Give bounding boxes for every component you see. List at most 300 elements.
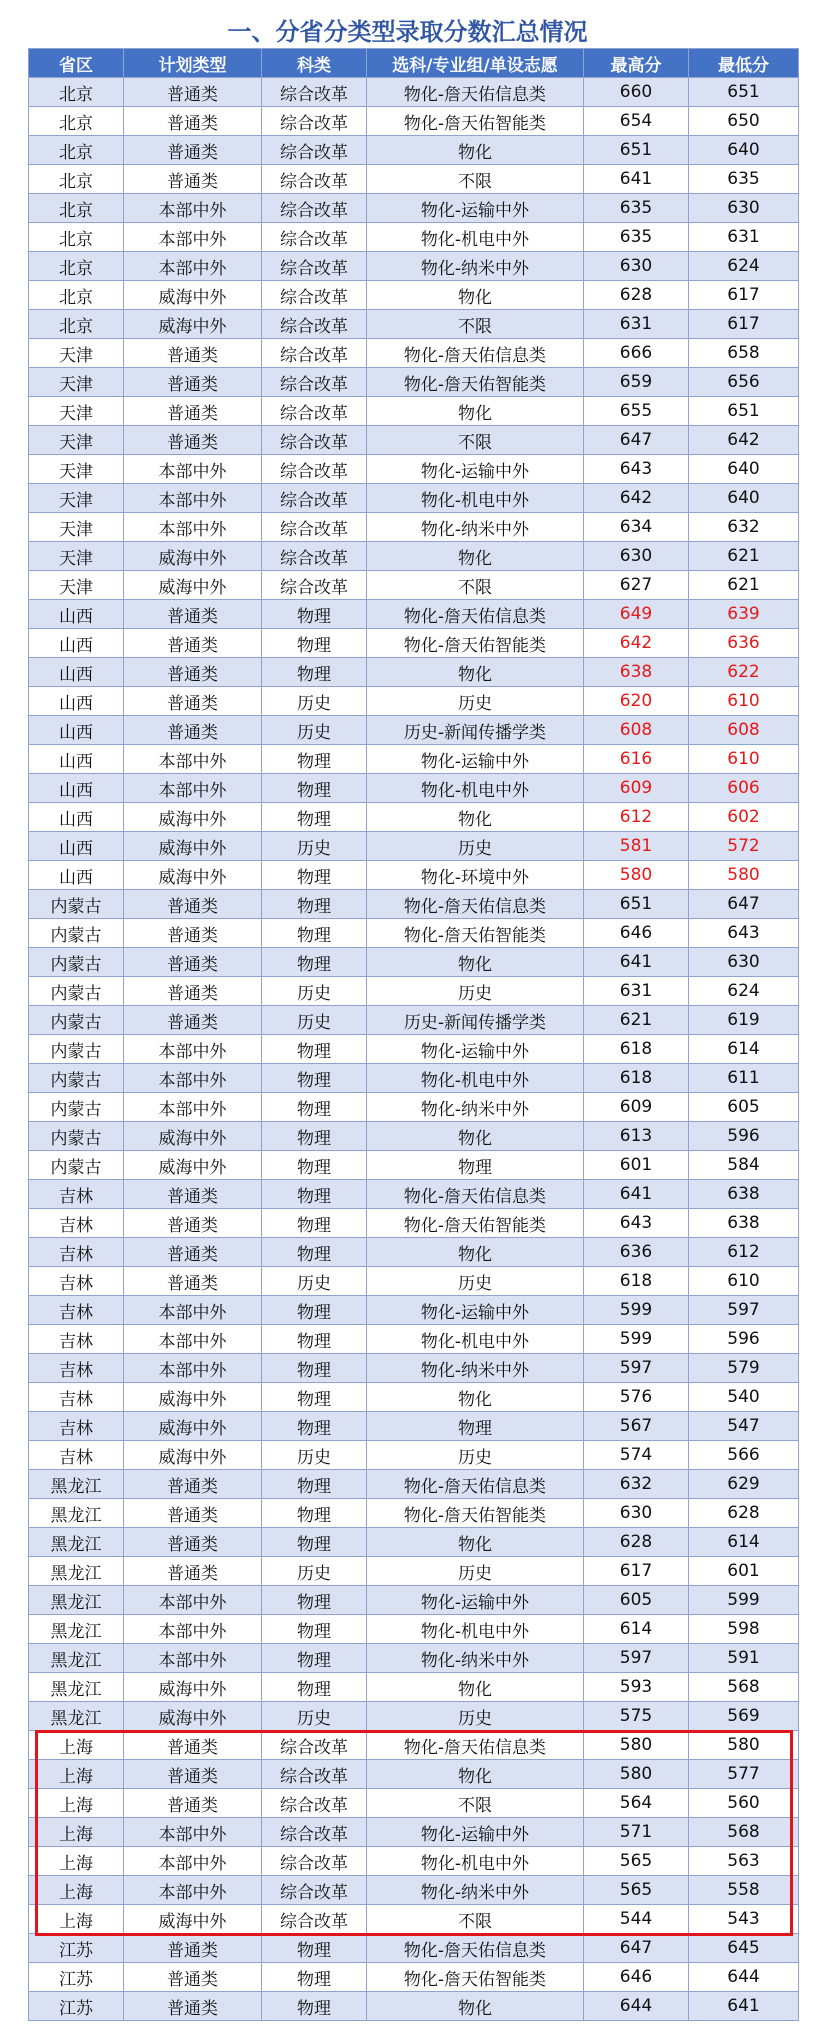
cell-subject-selection: 不限 (367, 310, 584, 339)
table-row (29, 977, 799, 1006)
cell-subject-category: 物理 (262, 1122, 367, 1151)
cell-subject-category: 综合改革 (262, 281, 367, 310)
cell-subject-category: 物理 (262, 861, 367, 890)
cell-max-score: 580 (584, 1760, 689, 1789)
cell-max-score: 642 (584, 484, 689, 513)
cell-subject-category: 物理 (262, 1644, 367, 1673)
cell-min-score: 639 (689, 600, 799, 629)
cell-province: 北京 (29, 223, 124, 252)
table-row (29, 107, 799, 136)
cell-max-score: 618 (584, 1267, 689, 1296)
cell-subject-category: 物理 (262, 1412, 367, 1441)
table-header (29, 49, 799, 78)
cell-plan-type: 威海中外 (124, 1702, 262, 1731)
cell-province: 北京 (29, 136, 124, 165)
cell-max-score: 617 (584, 1557, 689, 1586)
cell-province: 吉林 (29, 1209, 124, 1238)
cell-province: 北京 (29, 281, 124, 310)
cell-province: 山西 (29, 774, 124, 803)
cell-max-score: 597 (584, 1644, 689, 1673)
cell-max-score: 599 (584, 1325, 689, 1354)
cell-plan-type: 本部中外 (124, 1093, 262, 1122)
cell-plan-type: 普通类 (124, 1180, 262, 1209)
table-row (29, 1615, 799, 1644)
cell-min-score: 580 (689, 1731, 799, 1760)
table-row (29, 1441, 799, 1470)
cell-subject-selection: 物化-纳米中外 (367, 513, 584, 542)
cell-subject-category: 综合改革 (262, 194, 367, 223)
cell-subject-selection: 物化-机电中外 (367, 774, 584, 803)
cell-subject-selection: 历史 (367, 977, 584, 1006)
cell-province: 天津 (29, 368, 124, 397)
cell-province: 江苏 (29, 1992, 124, 2021)
cell-subject-selection: 物理 (367, 1412, 584, 1441)
cell-province: 天津 (29, 426, 124, 455)
table-row (29, 1934, 799, 1963)
cell-subject-selection: 物化 (367, 281, 584, 310)
cell-province: 内蒙古 (29, 919, 124, 948)
cell-subject-selection: 物化-詹天佑信息类 (367, 890, 584, 919)
table-row (29, 78, 799, 107)
cell-plan-type: 普通类 (124, 629, 262, 658)
cell-province: 江苏 (29, 1963, 124, 1992)
table-row (29, 1180, 799, 1209)
cell-subject-category: 物理 (262, 1325, 367, 1354)
cell-subject-category: 综合改革 (262, 136, 367, 165)
table-row (29, 1818, 799, 1847)
cell-province: 北京 (29, 252, 124, 281)
cell-plan-type: 本部中外 (124, 455, 262, 484)
cell-min-score: 651 (689, 78, 799, 107)
cell-plan-type: 威海中外 (124, 281, 262, 310)
table-row (29, 1064, 799, 1093)
cell-subject-category: 综合改革 (262, 1818, 367, 1847)
table-row (29, 600, 799, 629)
cell-plan-type: 普通类 (124, 1963, 262, 1992)
cell-max-score: 597 (584, 1354, 689, 1383)
table-row (29, 1325, 799, 1354)
cell-max-score: 581 (584, 832, 689, 861)
cell-subject-category: 物理 (262, 1499, 367, 1528)
table-row (29, 223, 799, 252)
cell-province: 山西 (29, 658, 124, 687)
cell-max-score: 635 (584, 223, 689, 252)
cell-min-score: 598 (689, 1615, 799, 1644)
cell-min-score: 568 (689, 1673, 799, 1702)
cell-subject-category: 历史 (262, 832, 367, 861)
cell-subject-category: 历史 (262, 716, 367, 745)
table-row (29, 1673, 799, 1702)
table-row (29, 1644, 799, 1673)
cell-subject-category: 物理 (262, 1528, 367, 1557)
cell-min-score: 547 (689, 1412, 799, 1441)
cell-province: 吉林 (29, 1441, 124, 1470)
cell-max-score: 643 (584, 1209, 689, 1238)
table-row (29, 1557, 799, 1586)
cell-subject-category: 综合改革 (262, 571, 367, 600)
table-row (29, 1586, 799, 1615)
cell-subject-category: 综合改革 (262, 339, 367, 368)
cell-max-score: 605 (584, 1586, 689, 1615)
cell-plan-type: 普通类 (124, 1934, 262, 1963)
cell-subject-selection: 物化-机电中外 (367, 1325, 584, 1354)
cell-max-score: 628 (584, 281, 689, 310)
cell-subject-selection: 物化-环境中外 (367, 861, 584, 890)
cell-province: 天津 (29, 513, 124, 542)
cell-province: 吉林 (29, 1180, 124, 1209)
cell-max-score: 574 (584, 1441, 689, 1470)
cell-province: 内蒙古 (29, 1064, 124, 1093)
table-row (29, 1296, 799, 1325)
cell-plan-type: 威海中外 (124, 861, 262, 890)
table-row (29, 1035, 799, 1064)
cell-max-score: 613 (584, 1122, 689, 1151)
cell-subject-category: 历史 (262, 1267, 367, 1296)
table-row (29, 1209, 799, 1238)
cell-min-score: 656 (689, 368, 799, 397)
cell-plan-type: 普通类 (124, 107, 262, 136)
cell-plan-type: 普通类 (124, 687, 262, 716)
cell-subject-selection: 物化-机电中外 (367, 484, 584, 513)
cell-subject-category: 综合改革 (262, 513, 367, 542)
cell-min-score: 640 (689, 455, 799, 484)
cell-min-score: 643 (689, 919, 799, 948)
cell-subject-selection: 物化-纳米中外 (367, 1644, 584, 1673)
cell-plan-type: 普通类 (124, 1267, 262, 1296)
cell-province: 山西 (29, 687, 124, 716)
cell-min-score: 610 (689, 745, 799, 774)
table-row (29, 1963, 799, 1992)
cell-subject-category: 物理 (262, 1383, 367, 1412)
cell-plan-type: 本部中外 (124, 1586, 262, 1615)
table-row (29, 687, 799, 716)
cell-subject-selection: 不限 (367, 426, 584, 455)
cell-max-score: 636 (584, 1238, 689, 1267)
cell-plan-type: 本部中外 (124, 1615, 262, 1644)
cell-min-score: 630 (689, 948, 799, 977)
cell-subject-category: 综合改革 (262, 455, 367, 484)
cell-subject-category: 历史 (262, 1006, 367, 1035)
cell-province: 黑龙江 (29, 1615, 124, 1644)
cell-plan-type: 本部中外 (124, 745, 262, 774)
cell-subject-selection: 物化 (367, 542, 584, 571)
cell-subject-category: 物理 (262, 745, 367, 774)
cell-province: 天津 (29, 571, 124, 600)
table-row (29, 1731, 799, 1760)
table-row (29, 165, 799, 194)
cell-plan-type: 普通类 (124, 1557, 262, 1586)
cell-plan-type: 本部中外 (124, 1296, 262, 1325)
cell-subject-selection: 物化 (367, 948, 584, 977)
cell-min-score: 569 (689, 1702, 799, 1731)
cell-max-score: 576 (584, 1383, 689, 1412)
table-row (29, 1470, 799, 1499)
cell-plan-type: 普通类 (124, 136, 262, 165)
cell-subject-category: 综合改革 (262, 1876, 367, 1905)
cell-province: 上海 (29, 1847, 124, 1876)
cell-province: 黑龙江 (29, 1528, 124, 1557)
cell-max-score: 593 (584, 1673, 689, 1702)
cell-subject-category: 物理 (262, 1934, 367, 1963)
cell-subject-category: 综合改革 (262, 397, 367, 426)
cell-subject-category: 历史 (262, 977, 367, 1006)
cell-min-score: 638 (689, 1209, 799, 1238)
cell-province: 内蒙古 (29, 1122, 124, 1151)
cell-subject-selection: 物化-詹天佑信息类 (367, 1180, 584, 1209)
cell-plan-type: 普通类 (124, 600, 262, 629)
cell-province: 吉林 (29, 1412, 124, 1441)
table-row (29, 310, 799, 339)
cell-subject-category: 综合改革 (262, 368, 367, 397)
cell-subject-category: 综合改革 (262, 1847, 367, 1876)
table-row (29, 1354, 799, 1383)
cell-min-score: 624 (689, 977, 799, 1006)
cell-plan-type: 本部中外 (124, 1064, 262, 1093)
cell-plan-type: 威海中外 (124, 1905, 262, 1934)
cell-province: 吉林 (29, 1325, 124, 1354)
cell-min-score: 647 (689, 890, 799, 919)
cell-subject-selection: 物化 (367, 658, 584, 687)
cell-max-score: 618 (584, 1064, 689, 1093)
cell-min-score: 577 (689, 1760, 799, 1789)
cell-subject-selection: 物化-詹天佑信息类 (367, 78, 584, 107)
cell-max-score: 631 (584, 310, 689, 339)
cell-plan-type: 威海中外 (124, 1122, 262, 1151)
cell-province: 上海 (29, 1760, 124, 1789)
cell-max-score: 616 (584, 745, 689, 774)
cell-min-score: 610 (689, 1267, 799, 1296)
table-row (29, 397, 799, 426)
table-row (29, 1238, 799, 1267)
cell-max-score: 609 (584, 1093, 689, 1122)
cell-subject-category: 综合改革 (262, 542, 367, 571)
table-body (29, 78, 799, 2021)
table-row (29, 919, 799, 948)
table-row (29, 484, 799, 513)
cell-plan-type: 普通类 (124, 919, 262, 948)
cell-subject-selection: 不限 (367, 571, 584, 600)
cell-province: 山西 (29, 861, 124, 890)
cell-plan-type: 普通类 (124, 1470, 262, 1499)
cell-max-score: 608 (584, 716, 689, 745)
cell-min-score: 617 (689, 281, 799, 310)
cell-subject-selection: 物化-詹天佑智能类 (367, 368, 584, 397)
cell-plan-type: 本部中外 (124, 194, 262, 223)
table-row (29, 716, 799, 745)
table-row (29, 368, 799, 397)
table-row (29, 281, 799, 310)
cell-min-score: 630 (689, 194, 799, 223)
cell-province: 天津 (29, 455, 124, 484)
cell-province: 北京 (29, 78, 124, 107)
cell-subject-category: 物理 (262, 1673, 367, 1702)
cell-min-score: 619 (689, 1006, 799, 1035)
cell-subject-selection: 物化-运输中外 (367, 745, 584, 774)
cell-min-score: 658 (689, 339, 799, 368)
table-row (29, 948, 799, 977)
cell-province: 山西 (29, 600, 124, 629)
table-row (29, 1093, 799, 1122)
cell-min-score: 608 (689, 716, 799, 745)
cell-min-score: 605 (689, 1093, 799, 1122)
cell-province: 天津 (29, 397, 124, 426)
cell-province: 吉林 (29, 1238, 124, 1267)
table-row (29, 1499, 799, 1528)
cell-plan-type: 威海中外 (124, 1151, 262, 1180)
cell-subject-selection: 物化 (367, 1673, 584, 1702)
cell-plan-type: 普通类 (124, 1992, 262, 2021)
cell-subject-selection: 物化-运输中外 (367, 194, 584, 223)
cell-subject-selection: 物化 (367, 136, 584, 165)
cell-subject-selection: 不限 (367, 165, 584, 194)
cell-plan-type: 普通类 (124, 977, 262, 1006)
cell-max-score: 649 (584, 600, 689, 629)
cell-province: 黑龙江 (29, 1673, 124, 1702)
cell-subject-category: 综合改革 (262, 223, 367, 252)
table-row (29, 1789, 799, 1818)
cell-plan-type: 本部中外 (124, 484, 262, 513)
table-row (29, 1876, 799, 1905)
cell-plan-type: 普通类 (124, 78, 262, 107)
cell-subject-selection: 物化-运输中外 (367, 1586, 584, 1615)
cell-min-score: 650 (689, 107, 799, 136)
cell-max-score: 630 (584, 542, 689, 571)
cell-subject-selection: 物化-机电中外 (367, 1064, 584, 1093)
cell-subject-selection: 不限 (367, 1905, 584, 1934)
cell-min-score: 624 (689, 252, 799, 281)
cell-max-score: 571 (584, 1818, 689, 1847)
cell-min-score: 591 (689, 1644, 799, 1673)
cell-province: 内蒙古 (29, 890, 124, 919)
cell-province: 内蒙古 (29, 1035, 124, 1064)
cell-subject-category: 物理 (262, 1963, 367, 1992)
cell-province: 山西 (29, 745, 124, 774)
table-row (29, 571, 799, 600)
cell-min-score: 621 (689, 571, 799, 600)
cell-subject-selection: 物化-詹天佑智能类 (367, 919, 584, 948)
cell-province: 黑龙江 (29, 1586, 124, 1615)
column-header-subject-category: 科类 (262, 49, 367, 78)
cell-max-score: 564 (584, 1789, 689, 1818)
cell-max-score: 655 (584, 397, 689, 426)
cell-subject-selection: 物化 (367, 1992, 584, 2021)
cell-min-score: 640 (689, 484, 799, 513)
cell-plan-type: 威海中外 (124, 1441, 262, 1470)
cell-subject-selection: 物化-机电中外 (367, 1615, 584, 1644)
table-row (29, 1006, 799, 1035)
cell-subject-selection: 物化 (367, 1122, 584, 1151)
column-header-min-score: 最低分 (689, 49, 799, 78)
cell-subject-category: 历史 (262, 1557, 367, 1586)
table-row (29, 1267, 799, 1296)
cell-province: 天津 (29, 542, 124, 571)
cell-subject-category: 物理 (262, 919, 367, 948)
cell-max-score: 612 (584, 803, 689, 832)
cell-subject-selection: 物化-运输中外 (367, 1035, 584, 1064)
table-row (29, 803, 799, 832)
cell-province: 上海 (29, 1876, 124, 1905)
cell-subject-category: 物理 (262, 890, 367, 919)
cell-plan-type: 本部中外 (124, 513, 262, 542)
cell-max-score: 575 (584, 1702, 689, 1731)
cell-subject-selection: 物化-纳米中外 (367, 1093, 584, 1122)
cell-province: 天津 (29, 339, 124, 368)
cell-max-score: 609 (584, 774, 689, 803)
cell-plan-type: 本部中外 (124, 252, 262, 281)
cell-subject-selection: 物化-纳米中外 (367, 1876, 584, 1905)
cell-subject-category: 综合改革 (262, 310, 367, 339)
cell-min-score: 644 (689, 1963, 799, 1992)
cell-subject-selection: 物化-詹天佑智能类 (367, 1209, 584, 1238)
cell-max-score: 666 (584, 339, 689, 368)
cell-subject-category: 物理 (262, 1470, 367, 1499)
page-title: 一、分省分类型录取分数汇总情况 (227, 18, 588, 46)
cell-plan-type: 普通类 (124, 165, 262, 194)
cell-subject-selection: 物理 (367, 1151, 584, 1180)
cell-subject-selection: 物化 (367, 1383, 584, 1412)
cell-plan-type: 普通类 (124, 1528, 262, 1557)
cell-province: 黑龙江 (29, 1499, 124, 1528)
cell-subject-category: 综合改革 (262, 252, 367, 281)
cell-max-score: 638 (584, 658, 689, 687)
cell-subject-selection: 物化-机电中外 (367, 223, 584, 252)
table-row (29, 658, 799, 687)
cell-subject-category: 物理 (262, 1992, 367, 2021)
cell-province: 内蒙古 (29, 1093, 124, 1122)
cell-subject-selection: 物化-詹天佑信息类 (367, 1934, 584, 1963)
cell-subject-category: 历史 (262, 687, 367, 716)
cell-min-score: 606 (689, 774, 799, 803)
cell-subject-selection: 不限 (367, 1789, 584, 1818)
cell-min-score: 636 (689, 629, 799, 658)
cell-min-score: 651 (689, 397, 799, 426)
cell-subject-category: 历史 (262, 1441, 367, 1470)
cell-min-score: 572 (689, 832, 799, 861)
cell-max-score: 630 (584, 252, 689, 281)
cell-subject-category: 物理 (262, 1209, 367, 1238)
cell-subject-category: 物理 (262, 1093, 367, 1122)
cell-subject-category: 物理 (262, 658, 367, 687)
cell-max-score: 647 (584, 426, 689, 455)
cell-plan-type: 普通类 (124, 1006, 262, 1035)
cell-max-score: 651 (584, 890, 689, 919)
cell-province: 北京 (29, 165, 124, 194)
table-row (29, 1760, 799, 1789)
cell-min-score: 596 (689, 1122, 799, 1151)
cell-subject-selection: 物化 (367, 803, 584, 832)
cell-province: 内蒙古 (29, 977, 124, 1006)
cell-plan-type: 普通类 (124, 1731, 262, 1760)
cell-plan-type: 威海中外 (124, 803, 262, 832)
cell-max-score: 580 (584, 1731, 689, 1760)
cell-subject-selection: 物化-运输中外 (367, 1818, 584, 1847)
cell-min-score: 622 (689, 658, 799, 687)
table-row (29, 339, 799, 368)
cell-province: 吉林 (29, 1296, 124, 1325)
cell-max-score: 599 (584, 1296, 689, 1325)
cell-subject-selection: 历史 (367, 687, 584, 716)
cell-max-score: 635 (584, 194, 689, 223)
table-row (29, 832, 799, 861)
column-header-subject-selection: 选科/专业组/单设志愿 (367, 49, 584, 78)
cell-subject-selection: 历史 (367, 1557, 584, 1586)
cell-province: 北京 (29, 194, 124, 223)
cell-min-score: 628 (689, 1499, 799, 1528)
cell-plan-type: 本部中外 (124, 1644, 262, 1673)
table-row (29, 1151, 799, 1180)
table-row (29, 1122, 799, 1151)
cell-subject-category: 物理 (262, 803, 367, 832)
